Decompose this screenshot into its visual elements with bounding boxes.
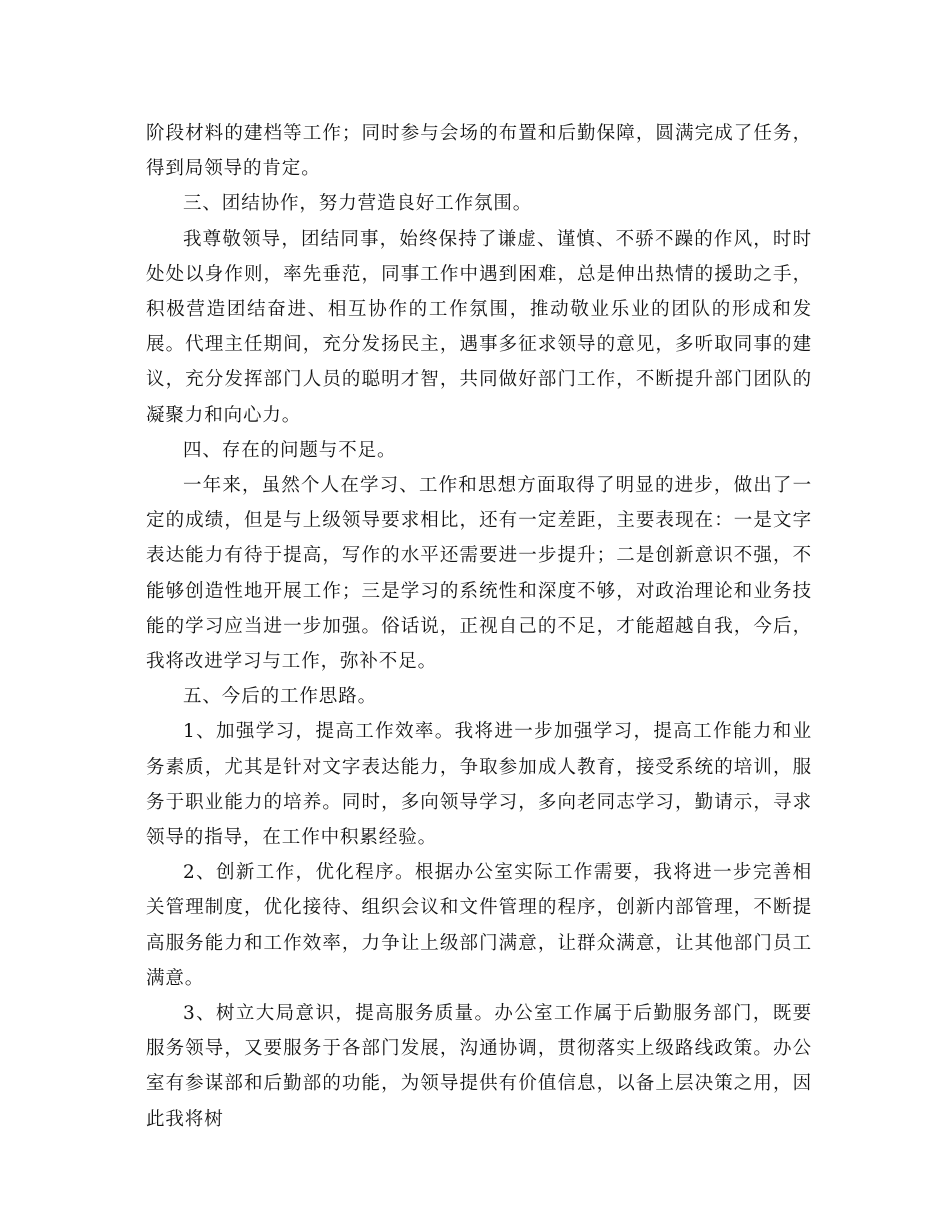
- paragraph-shortcomings: 一年来，虽然个人在学习、工作和思想方面取得了明显的进步，做出了一定的成绩，但是与上级领导要求相比，还有一定差距，主要表现在：一是文字表达能力有待于提高，写作的水平还需要进一步提升；二是创新意识不强，不能够创造性地开展工作；三是学习的系统性和深度不够，对政治理论和业务技能的学习应当进一步加强。俗话说，正视自己的不足，才能超越自我，今后，我将改进学习与工作，弥补不足。: [146, 475, 812, 673]
- paragraph-plan-service: 3、树立大局意识，提高服务质量。办公室工作属于后勤服务部门，既要服务领导，又要服务于各部门发展，沟通协调，贯彻落实上级路线政策。办公室有参谋部和后勤部的功能，为领导提供有价值信息，以备上层决策之用，因此我将树: [146, 1003, 812, 1130]
- heading-section-five: 五、今后的工作思路。: [183, 686, 378, 708]
- paragraph-plan-study: 1、加强学习，提高工作效率。我将进一步加强学习，提高工作能力和业务素质，尤其是针对文字表达能力，争取参加成人教育，接受系统的培训，服务于职业能力的培养。同时，多向领导学习，多向老同志学习，勤请示，寻求领导的指导，在工作中积累经验。: [146, 721, 812, 849]
- paragraph-archive-work: 阶段材料的建档等工作；同时参与会场的布置和后勤保障，圆满完成了任务，得到局领导的肯定。: [146, 123, 812, 180]
- heading-section-three: 三、团结协作，努力营造良好工作氛围。: [183, 193, 533, 215]
- paragraph-teamwork: 我尊敬领导，团结同事，始终保持了谦虚、谨慎、不骄不躁的作风，时时处处以身作则，率先垂范，同事工作中遇到困难，总是伸出热情的援助之手，积极营造团结奋进、相互协作的工作氛围，推动敬业乐业的团队的形成和发展。代理主任期间，充分发扬民主，遇事多征求领导的意见，多听取同事的建议，充分发挥部门人员的聪明才智，共同做好部门工作，不断提升部门团队的凝聚力和向心力。: [146, 228, 812, 426]
- document-body: [146, 116, 812, 1137]
- paragraph-plan-innovation: 2、创新工作，优化程序。根据办公室实际工作需要，我将进一步完善相关管理制度，优化接待、组织会议和文件管理的程序，创新内部管理，不断提高服务能力和工作效率，力争让上级部门满意，让群众满意，让其他部门员工满意。: [146, 862, 812, 989]
- heading-section-four: 四、存在的问题与不足。: [183, 439, 397, 461]
